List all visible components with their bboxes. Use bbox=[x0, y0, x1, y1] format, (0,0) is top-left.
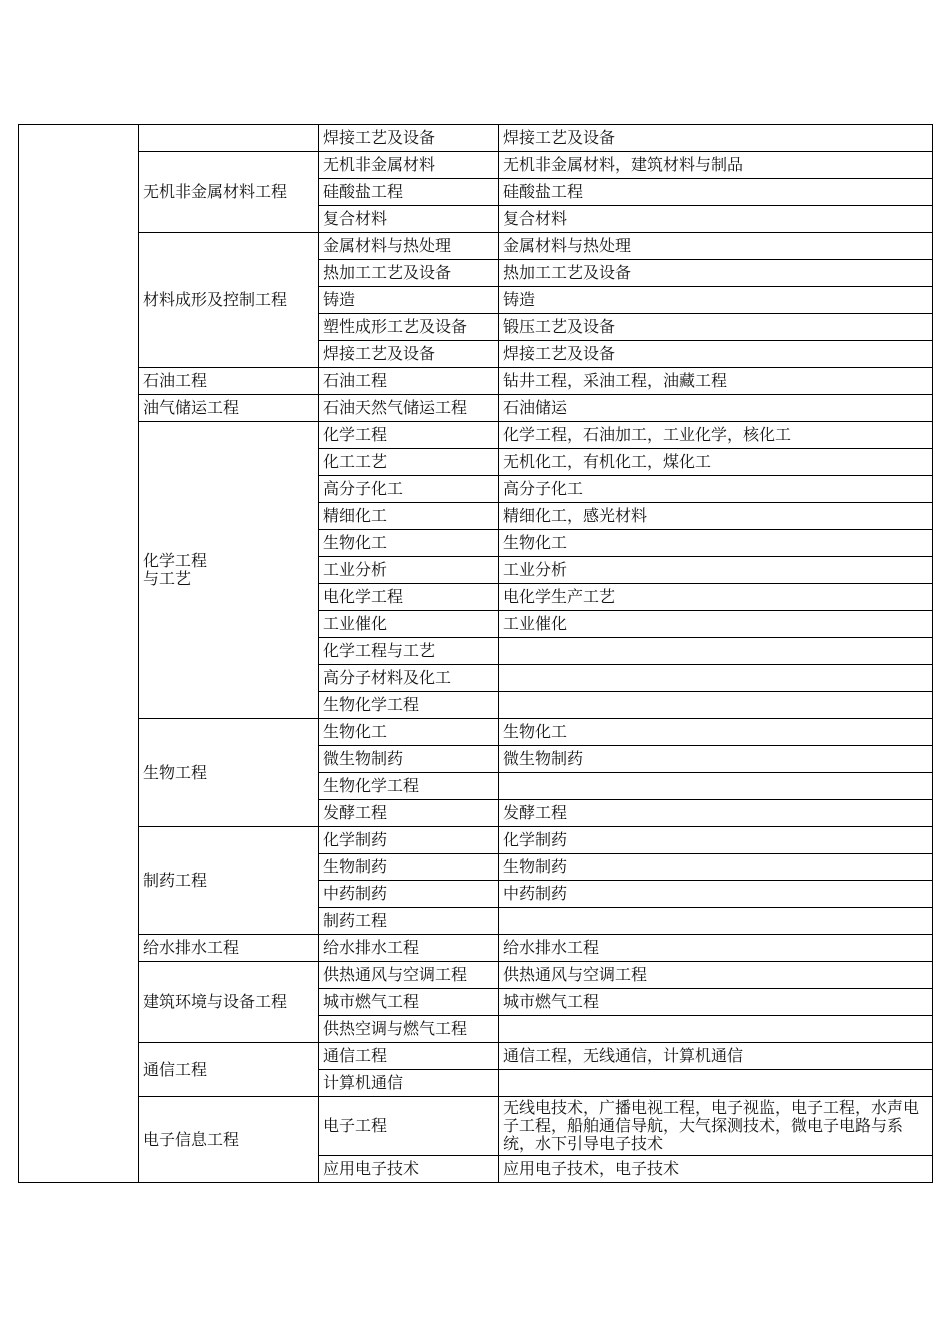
table-row bbox=[19, 1097, 933, 1156]
new-major-cell: 通信工程 bbox=[319, 1043, 499, 1070]
new-major-cell: 中药制药 bbox=[319, 881, 499, 908]
old-major-cell: 生物化工 bbox=[499, 719, 933, 746]
new-major-cell: 热加工工艺及设备 bbox=[319, 260, 499, 287]
old-major-cell: 发酵工程 bbox=[499, 800, 933, 827]
new-major-cell: 高分子材料及化工 bbox=[319, 665, 499, 692]
old-major-cell: 生物制药 bbox=[499, 854, 933, 881]
old-major-cell bbox=[499, 1016, 933, 1043]
table-row bbox=[19, 125, 933, 152]
discipline-cell: 石油工程 bbox=[139, 368, 319, 395]
old-major-cell: 无线电技术，广播电视工程，电子视监，电子工程，水声电子工程，船舶通信导航，大气探测技术，微电子电路与系统，水下引导电子技术 bbox=[499, 1097, 933, 1156]
new-major-cell: 计算机通信 bbox=[319, 1070, 499, 1097]
old-major-cell: 铸造 bbox=[499, 287, 933, 314]
old-major-cell: 钻井工程，采油工程，油藏工程 bbox=[499, 368, 933, 395]
new-major-cell: 化工工艺 bbox=[319, 449, 499, 476]
old-major-cell: 锻压工艺及设备 bbox=[499, 314, 933, 341]
old-major-cell: 硅酸盐工程 bbox=[499, 179, 933, 206]
table-body bbox=[19, 125, 933, 1183]
old-major-cell: 化学制药 bbox=[499, 827, 933, 854]
discipline-cell: 制药工程 bbox=[139, 827, 319, 935]
table-row bbox=[19, 935, 933, 962]
new-major-cell: 工业催化 bbox=[319, 611, 499, 638]
old-major-cell bbox=[499, 1070, 933, 1097]
new-major-cell: 焊接工艺及设备 bbox=[319, 341, 499, 368]
new-major-cell: 焊接工艺及设备 bbox=[319, 125, 499, 152]
new-major-cell: 无机非金属材料 bbox=[319, 152, 499, 179]
old-major-cell: 焊接工艺及设备 bbox=[499, 341, 933, 368]
new-major-cell: 给水排水工程 bbox=[319, 935, 499, 962]
old-major-cell bbox=[499, 908, 933, 935]
new-major-cell: 生物化学工程 bbox=[319, 773, 499, 800]
old-major-cell: 城市燃气工程 bbox=[499, 989, 933, 1016]
old-major-cell: 给水排水工程 bbox=[499, 935, 933, 962]
old-major-cell: 化学工程，石油加工，工业化学，核化工 bbox=[499, 422, 933, 449]
discipline-cell: 电子信息工程 bbox=[139, 1097, 319, 1183]
table-row bbox=[19, 962, 933, 989]
old-major-cell bbox=[499, 638, 933, 665]
discipline-cell: 建筑环境与设备工程 bbox=[139, 962, 319, 1043]
old-major-cell: 微生物制药 bbox=[499, 746, 933, 773]
new-major-cell: 电化学工程 bbox=[319, 584, 499, 611]
new-major-cell: 复合材料 bbox=[319, 206, 499, 233]
new-major-cell: 工业分析 bbox=[319, 557, 499, 584]
table-row bbox=[19, 827, 933, 854]
new-major-cell: 化学制药 bbox=[319, 827, 499, 854]
old-major-cell: 高分子化工 bbox=[499, 476, 933, 503]
old-major-cell: 石油储运 bbox=[499, 395, 933, 422]
new-major-cell: 供热通风与空调工程 bbox=[319, 962, 499, 989]
table-row bbox=[19, 368, 933, 395]
old-major-cell bbox=[499, 773, 933, 800]
new-major-cell: 石油天然气储运工程 bbox=[319, 395, 499, 422]
discipline-cell: 通信工程 bbox=[139, 1043, 319, 1097]
old-major-cell bbox=[499, 665, 933, 692]
new-major-cell: 生物化学工程 bbox=[319, 692, 499, 719]
new-major-cell: 发酵工程 bbox=[319, 800, 499, 827]
table-row bbox=[19, 422, 933, 449]
old-major-cell: 工业分析 bbox=[499, 557, 933, 584]
new-major-cell: 铸造 bbox=[319, 287, 499, 314]
discipline-cell bbox=[139, 125, 319, 152]
new-major-cell: 化学工程 bbox=[319, 422, 499, 449]
new-major-cell: 生物化工 bbox=[319, 719, 499, 746]
major-mapping-table bbox=[18, 124, 933, 1183]
new-major-cell: 生物化工 bbox=[319, 530, 499, 557]
discipline-cell: 油气储运工程 bbox=[139, 395, 319, 422]
old-major-cell: 通信工程，无线通信，计算机通信 bbox=[499, 1043, 933, 1070]
discipline-cell: 生物工程 bbox=[139, 719, 319, 827]
old-major-cell: 焊接工艺及设备 bbox=[499, 125, 933, 152]
discipline-cell: 给水排水工程 bbox=[139, 935, 319, 962]
new-major-cell: 化学工程与工艺 bbox=[319, 638, 499, 665]
old-major-cell: 热加工工艺及设备 bbox=[499, 260, 933, 287]
new-major-cell: 供热空调与燃气工程 bbox=[319, 1016, 499, 1043]
new-major-cell: 高分子化工 bbox=[319, 476, 499, 503]
new-major-cell: 制药工程 bbox=[319, 908, 499, 935]
discipline-cell: 化学工程 与工艺 bbox=[139, 422, 319, 719]
old-major-cell: 电化学生产工艺 bbox=[499, 584, 933, 611]
table-row bbox=[19, 395, 933, 422]
old-major-cell: 中药制药 bbox=[499, 881, 933, 908]
old-major-cell: 金属材料与热处理 bbox=[499, 233, 933, 260]
discipline-cell: 无机非金属材料工程 bbox=[139, 152, 319, 233]
new-major-cell: 生物制药 bbox=[319, 854, 499, 881]
new-major-cell: 电子工程 bbox=[319, 1097, 499, 1156]
old-major-cell: 复合材料 bbox=[499, 206, 933, 233]
old-major-cell bbox=[499, 692, 933, 719]
new-major-cell: 金属材料与热处理 bbox=[319, 233, 499, 260]
new-major-cell: 石油工程 bbox=[319, 368, 499, 395]
old-major-cell: 工业催化 bbox=[499, 611, 933, 638]
category-cell bbox=[19, 125, 139, 1183]
table-row bbox=[19, 152, 933, 179]
table-row bbox=[19, 719, 933, 746]
old-major-cell: 供热通风与空调工程 bbox=[499, 962, 933, 989]
discipline-cell: 材料成形及控制工程 bbox=[139, 233, 319, 368]
table-row bbox=[19, 233, 933, 260]
new-major-cell: 微生物制药 bbox=[319, 746, 499, 773]
old-major-cell: 应用电子技术，电子技术 bbox=[499, 1156, 933, 1183]
old-major-cell: 精细化工，感光材料 bbox=[499, 503, 933, 530]
table-row bbox=[19, 1043, 933, 1070]
new-major-cell: 应用电子技术 bbox=[319, 1156, 499, 1183]
new-major-cell: 硅酸盐工程 bbox=[319, 179, 499, 206]
new-major-cell: 城市燃气工程 bbox=[319, 989, 499, 1016]
new-major-cell: 精细化工 bbox=[319, 503, 499, 530]
new-major-cell: 塑性成形工艺及设备 bbox=[319, 314, 499, 341]
old-major-cell: 无机非金属材料，建筑材料与制品 bbox=[499, 152, 933, 179]
old-major-cell: 生物化工 bbox=[499, 530, 933, 557]
old-major-cell: 无机化工，有机化工，煤化工 bbox=[499, 449, 933, 476]
